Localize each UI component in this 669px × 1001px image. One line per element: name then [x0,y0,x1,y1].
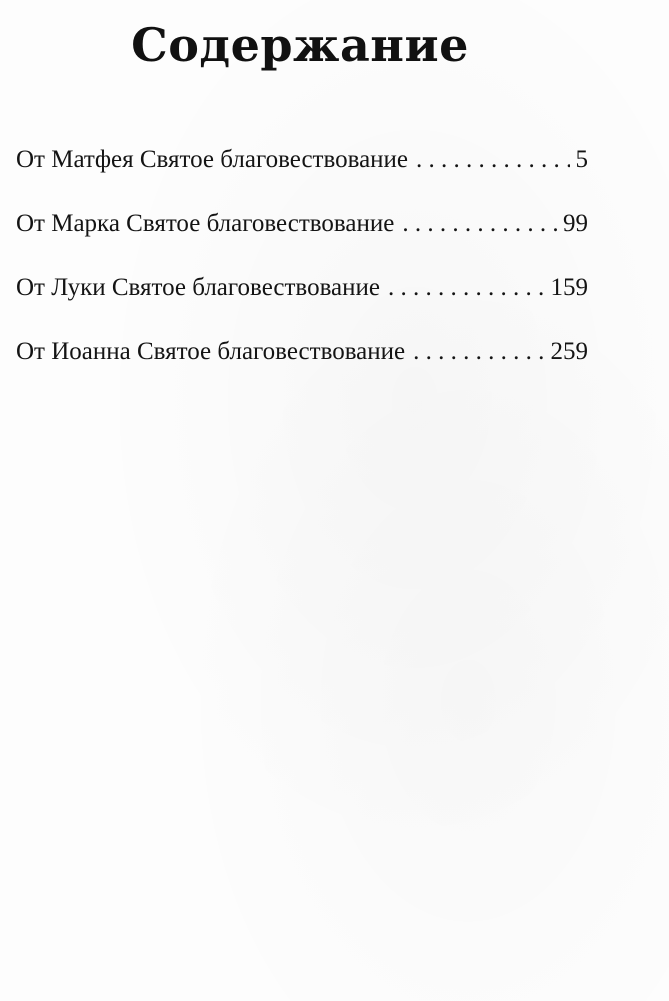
toc-entry-title: От Матфея Святое благовествование [16,146,409,173]
toc-page-number: 5 [575,146,588,173]
toc-page-number: 159 [550,274,588,301]
toc-page-number: 99 [563,210,588,237]
toc-page-number: 259 [550,338,588,365]
dot-leader [388,274,545,302]
toc-entry-mark [16,210,588,274]
toc-entry-john [16,338,588,402]
dot-leader [402,210,557,238]
page-title: Содержание [131,18,469,72]
toc-entry-title: От Марка Святое благовествование [16,210,395,237]
toc-entry-title: От Иоанна Святое благовествование [16,338,406,365]
dot-leader [413,338,544,366]
dot-leader [416,146,569,174]
table-of-contents [16,146,588,402]
toc-entry-title: От Луки Святое благовествование [16,274,380,301]
toc-entry-luke [16,274,588,338]
toc-entry-matthew [16,146,588,210]
